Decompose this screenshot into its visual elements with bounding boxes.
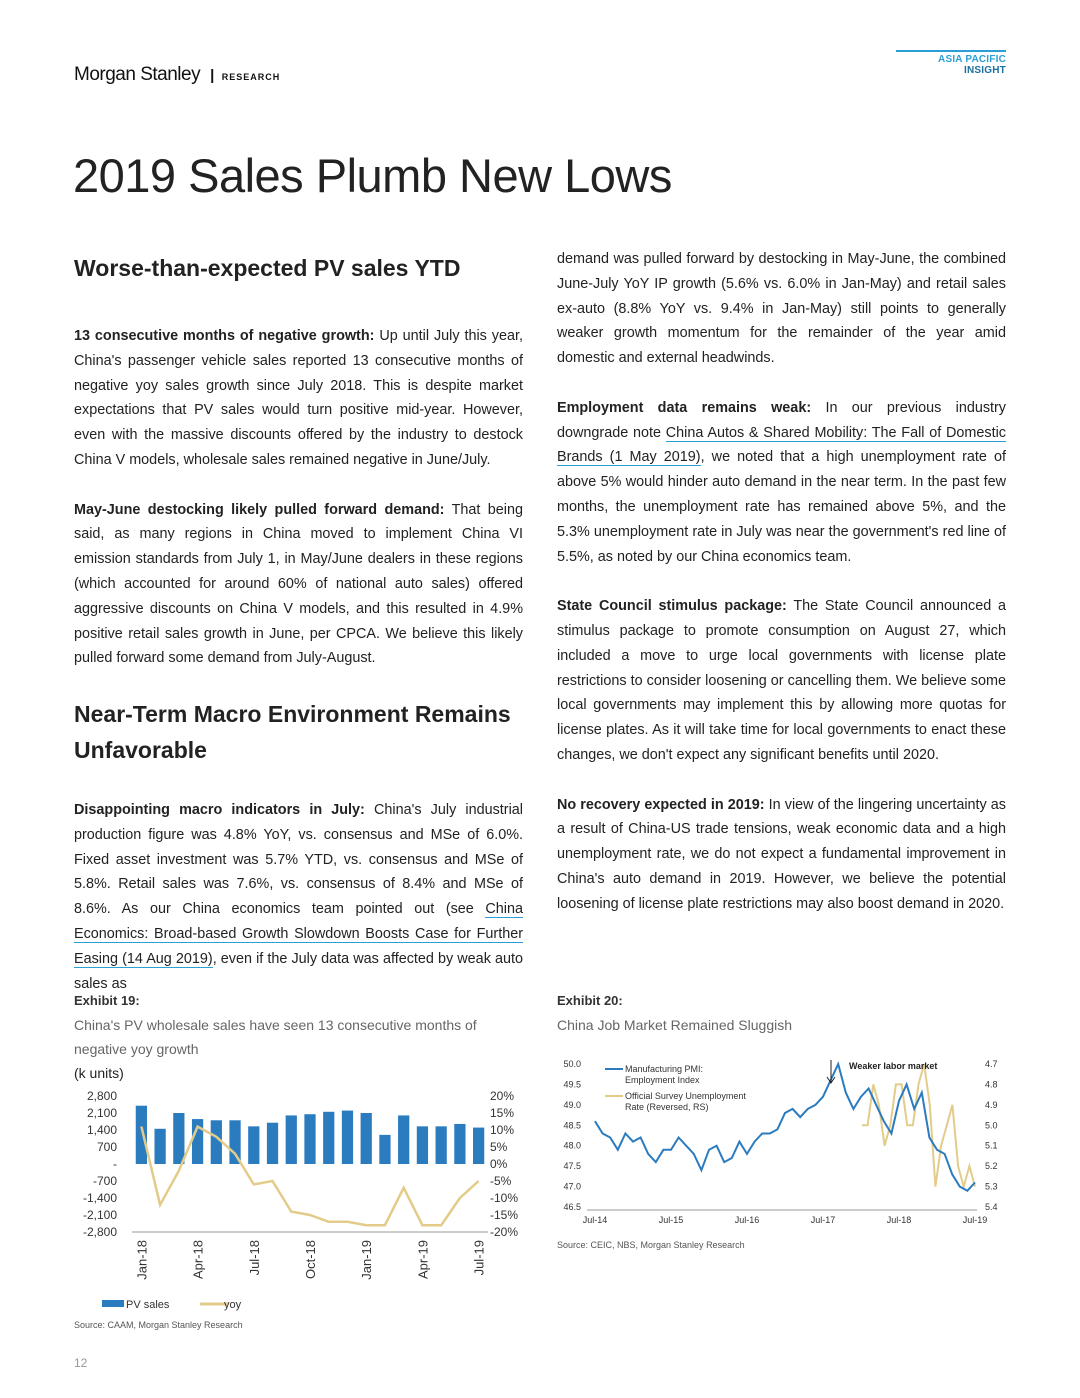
y-left-tick-label: 49.5 [563,1079,581,1090]
y-left-tick-label: 48.5 [563,1120,581,1131]
exhibit-19-chart [70,1062,530,1317]
y-right-tick-label: 5% [490,1140,508,1154]
x-tick-label: Jul-19 [471,1240,487,1276]
x-tick-label: Jan-18 [134,1240,150,1280]
chart-unit-label: (k units) [74,1065,124,1081]
y-right-tick-label: -5% [490,1174,512,1188]
pv-sales-bar [398,1115,409,1164]
pv-sales-bar [173,1113,184,1164]
exhibit-19-source: Source: CAAM, Morgan Stanley Research [74,1320,243,1330]
y-right-tick-label: 4.8 [985,1079,998,1090]
paragraph-lead: 13 consecutive months of negative growth: [74,328,375,344]
pv-sales-bar [248,1126,259,1164]
y-left-tick-label: -2,800 [82,1225,117,1239]
y-right-tick-label: 5.2 [985,1161,998,1172]
exhibit-20-label: Exhibit 20: [557,993,623,1008]
paragraph-lead: May-June destocking likely pulled forward demand: [74,501,445,518]
y-left-tick-label: 2,800 [86,1089,117,1103]
pv-sales-bar [229,1120,240,1164]
left-column [74,250,523,1021]
x-tick-label: Apr-19 [415,1240,431,1280]
x-tick-label: Oct-18 [303,1240,318,1280]
y-left-tick-label: 49.0 [563,1099,581,1110]
y-left-tick-label: 1,400 [86,1123,117,1137]
exhibit-19-subtitle: China's PV wholesale sales have seen 13 consecutive months of negative yoy growth [74,1017,477,1057]
research-link[interactable]: China Economics: Broad-based Growth Slowdown Boosts Case for Further Easing (14 Aug 2019) [74,901,523,967]
paragraph-lead: No recovery expected in 2019: [557,796,765,813]
y-right-tick-label: 5.1 [985,1140,998,1151]
y-left-tick-label: 50.0 [563,1059,581,1069]
y-left-tick-label: 47.0 [563,1181,581,1192]
legend-label-unemployment: Official Survey Unemployment Rate (Reversed, RS) [625,1091,746,1112]
paragraph [557,247,1006,371]
x-tick-label: Jan-19 [359,1240,375,1280]
pv-sales-bar [211,1120,222,1164]
pv-sales-bar [436,1126,447,1164]
y-right-tick-label: 4.9 [985,1099,998,1110]
exhibit-19-label: Exhibit 19: [74,993,140,1008]
paragraph [74,798,523,996]
paragraph [74,498,523,672]
paragraph-text: demand was pulled forward by destocking in May-June, the combined June-July YoY IP growth (5.6% vs. 6.0% in Jan-May) and retail sales ex-auto (8.8% YoY vs. 9.4% in Jan-May) still points to generally weaker growth momentum for the remainder of the year amid domestic and external headwinds. [557,251,1006,367]
section-heading: Worse-than-expected PV sales YTD [74,255,461,281]
pv-sales-bar [286,1115,297,1164]
x-tick-label: Jul-16 [734,1215,760,1225]
pv-sales-bar [454,1124,465,1164]
paragraph-lead: Employment data remains weak: [557,399,812,416]
y-left-tick-label: 47.5 [563,1161,581,1172]
page-number: 12 [74,1356,88,1370]
exhibit-20-source: Source: CEIC, NBS, Morgan Stanley Research [557,1240,745,1250]
paragraph-lead: Disappointing macro indicators in July: [74,801,365,818]
legend-label-pmi: Manufacturing PMI: Employment Index [625,1064,704,1085]
research-link[interactable]: China Autos & Shared Mobility: The Fall of Domestic Brands (1 May 2019) [557,424,1006,466]
paragraph-text: In our previous industry downgrade note [557,399,1007,441]
paragraph-text: China's July industrial production figure was 4.8% YoY, vs. consensus and MSe of 6.0%. Fixed asset investment was 5.7% YTD, vs. consensus and MSe of 5.8%. Retail sales was 7.6%, vs. consensus of 8.4% and MSe of 8.6%. As our China economics team pointed out (see [74,801,523,918]
chart-annotation: Weaker labor market [849,1061,938,1071]
x-tick-label: Jul-17 [810,1215,836,1225]
pv-sales-bar [136,1106,147,1164]
paragraph-text: That being said, as many regions in China moved to implement China VI emission standards from July 1, in May/June dealers in these regions (which accounted for around 60% of national auto sales) offered aggressive discounts on China V models, and this resulted in 4.9% positive retail sales growth in June, per CPCA. We believe this likely pulled forward some demand from July-August. [74,501,523,667]
pv-sales-bar [342,1111,353,1164]
x-tick-label: Jul-14 [582,1215,608,1225]
y-right-tick-label: 0% [490,1157,508,1171]
paragraph [557,396,1006,570]
paragraph-text: , even if the July data was affected by weak auto sales as [74,950,523,992]
pv-sales-bar [154,1129,165,1164]
y-right-tick-label: 20% [490,1089,515,1103]
insight-left: ASIA PACIFIC [938,54,1006,65]
y-left-tick-label: -2,100 [82,1208,117,1222]
insight-badge [896,50,1006,76]
brand-separator: | [210,67,214,84]
pv-sales-bar [361,1113,372,1164]
paragraph-text: The State Council announced a stimulus package to promote consumption on August 27, which included a move to urge local governments with license plate restrictions to consider loosening or cancelling them. We believe some local governments may implement this by allowing more quotas for license plates. As it will take time for local governments to enact these changes, we don't expect any significant benefits until 2020. [557,598,1006,763]
y-right-tick-label: 5.0 [985,1120,998,1131]
paragraph [74,324,523,473]
y-left-tick-label: 46.5 [563,1202,581,1212]
legend-swatch-pv-sales [102,1300,124,1307]
paragraph-text: , we noted that a high unemployment rate of above 5% would hinder auto demand in the near term. In the past few months, the unemployment rate has remained above 5%, and the 5.3% unemployment rate in July was near the government's red line of 5.5%, as noted by our China economics team. [557,449,1006,565]
pv-sales-bar [417,1126,428,1164]
y-left-tick-label: -700 [92,1174,117,1188]
y-left-tick-label: 2,100 [86,1106,117,1120]
pv-sales-bar [304,1114,315,1164]
section-label: RESEARCH [221,72,281,82]
y-left-tick-label: 700 [96,1140,117,1154]
right-column [557,247,1006,941]
y-right-tick-label: 15% [490,1106,515,1120]
paragraph-text: In view of the lingering uncertainty as a result of China-US trade tensions, weak economic data and a high unemployment rate, we do not expect a fundamental improvement in China's auto demand in 2019. However, we believe the potential loosening of license plate restrictions may also boost demand in 2020. [557,796,1007,912]
x-tick-label: Jul-19 [962,1215,988,1225]
y-right-tick-label: -15% [490,1208,519,1222]
y-left-tick-label: -1,400 [82,1191,117,1205]
x-tick-label: Jul-18 [886,1215,912,1225]
section-heading: Near-Term Macro Environment Remains Unfavorable [74,700,511,763]
y-right-tick-label: -20% [490,1225,519,1239]
y-right-tick-label: -10% [490,1191,519,1205]
y-right-tick-label: 5.4 [985,1202,998,1212]
pv-sales-bar [473,1128,484,1164]
y-left-tick-label: 48.0 [563,1140,581,1151]
paragraph-text: Up until July this year, China's passenger vehicle sales reported 13 consecutive months of negative yoy sales growth since July 2018. This is despite market expectations that PV sales would turn positive mid-year. However, even with the massive discounts offered by the industry to destock China V models, wholesale sales remained negative in June/July. [74,328,523,468]
y-right-tick-label: 5.3 [985,1181,998,1192]
exhibit-20-subtitle: China Job Market Remained Sluggish [557,1017,793,1033]
pv-sales-bar [379,1135,390,1164]
legend-label-yoy: yoy [224,1299,242,1311]
insight-right: INSIGHT [964,65,1006,76]
brand-logo: Morgan Stanley [74,64,201,85]
y-right-tick-label: 4.7 [985,1059,998,1069]
paragraph-lead: State Council stimulus package: [557,598,787,615]
pv-sales-bar [323,1112,334,1164]
exhibit-20-chart [557,1052,1007,1232]
paragraph [557,793,1006,917]
pv-sales-bar [267,1123,278,1164]
y-left-tick-label: - [113,1157,117,1171]
paragraph [557,594,1006,768]
x-tick-label: Apr-18 [190,1240,206,1280]
x-tick-label: Jul-15 [658,1215,684,1225]
unemployment-series-line [862,1064,975,1187]
x-tick-label: Jul-18 [246,1240,262,1276]
page-title: 2019 Sales Plumb New Lows [73,149,672,202]
legend-label-pv-sales: PV sales [126,1299,170,1311]
brand-header [74,64,280,86]
y-right-tick-label: 10% [490,1123,515,1137]
